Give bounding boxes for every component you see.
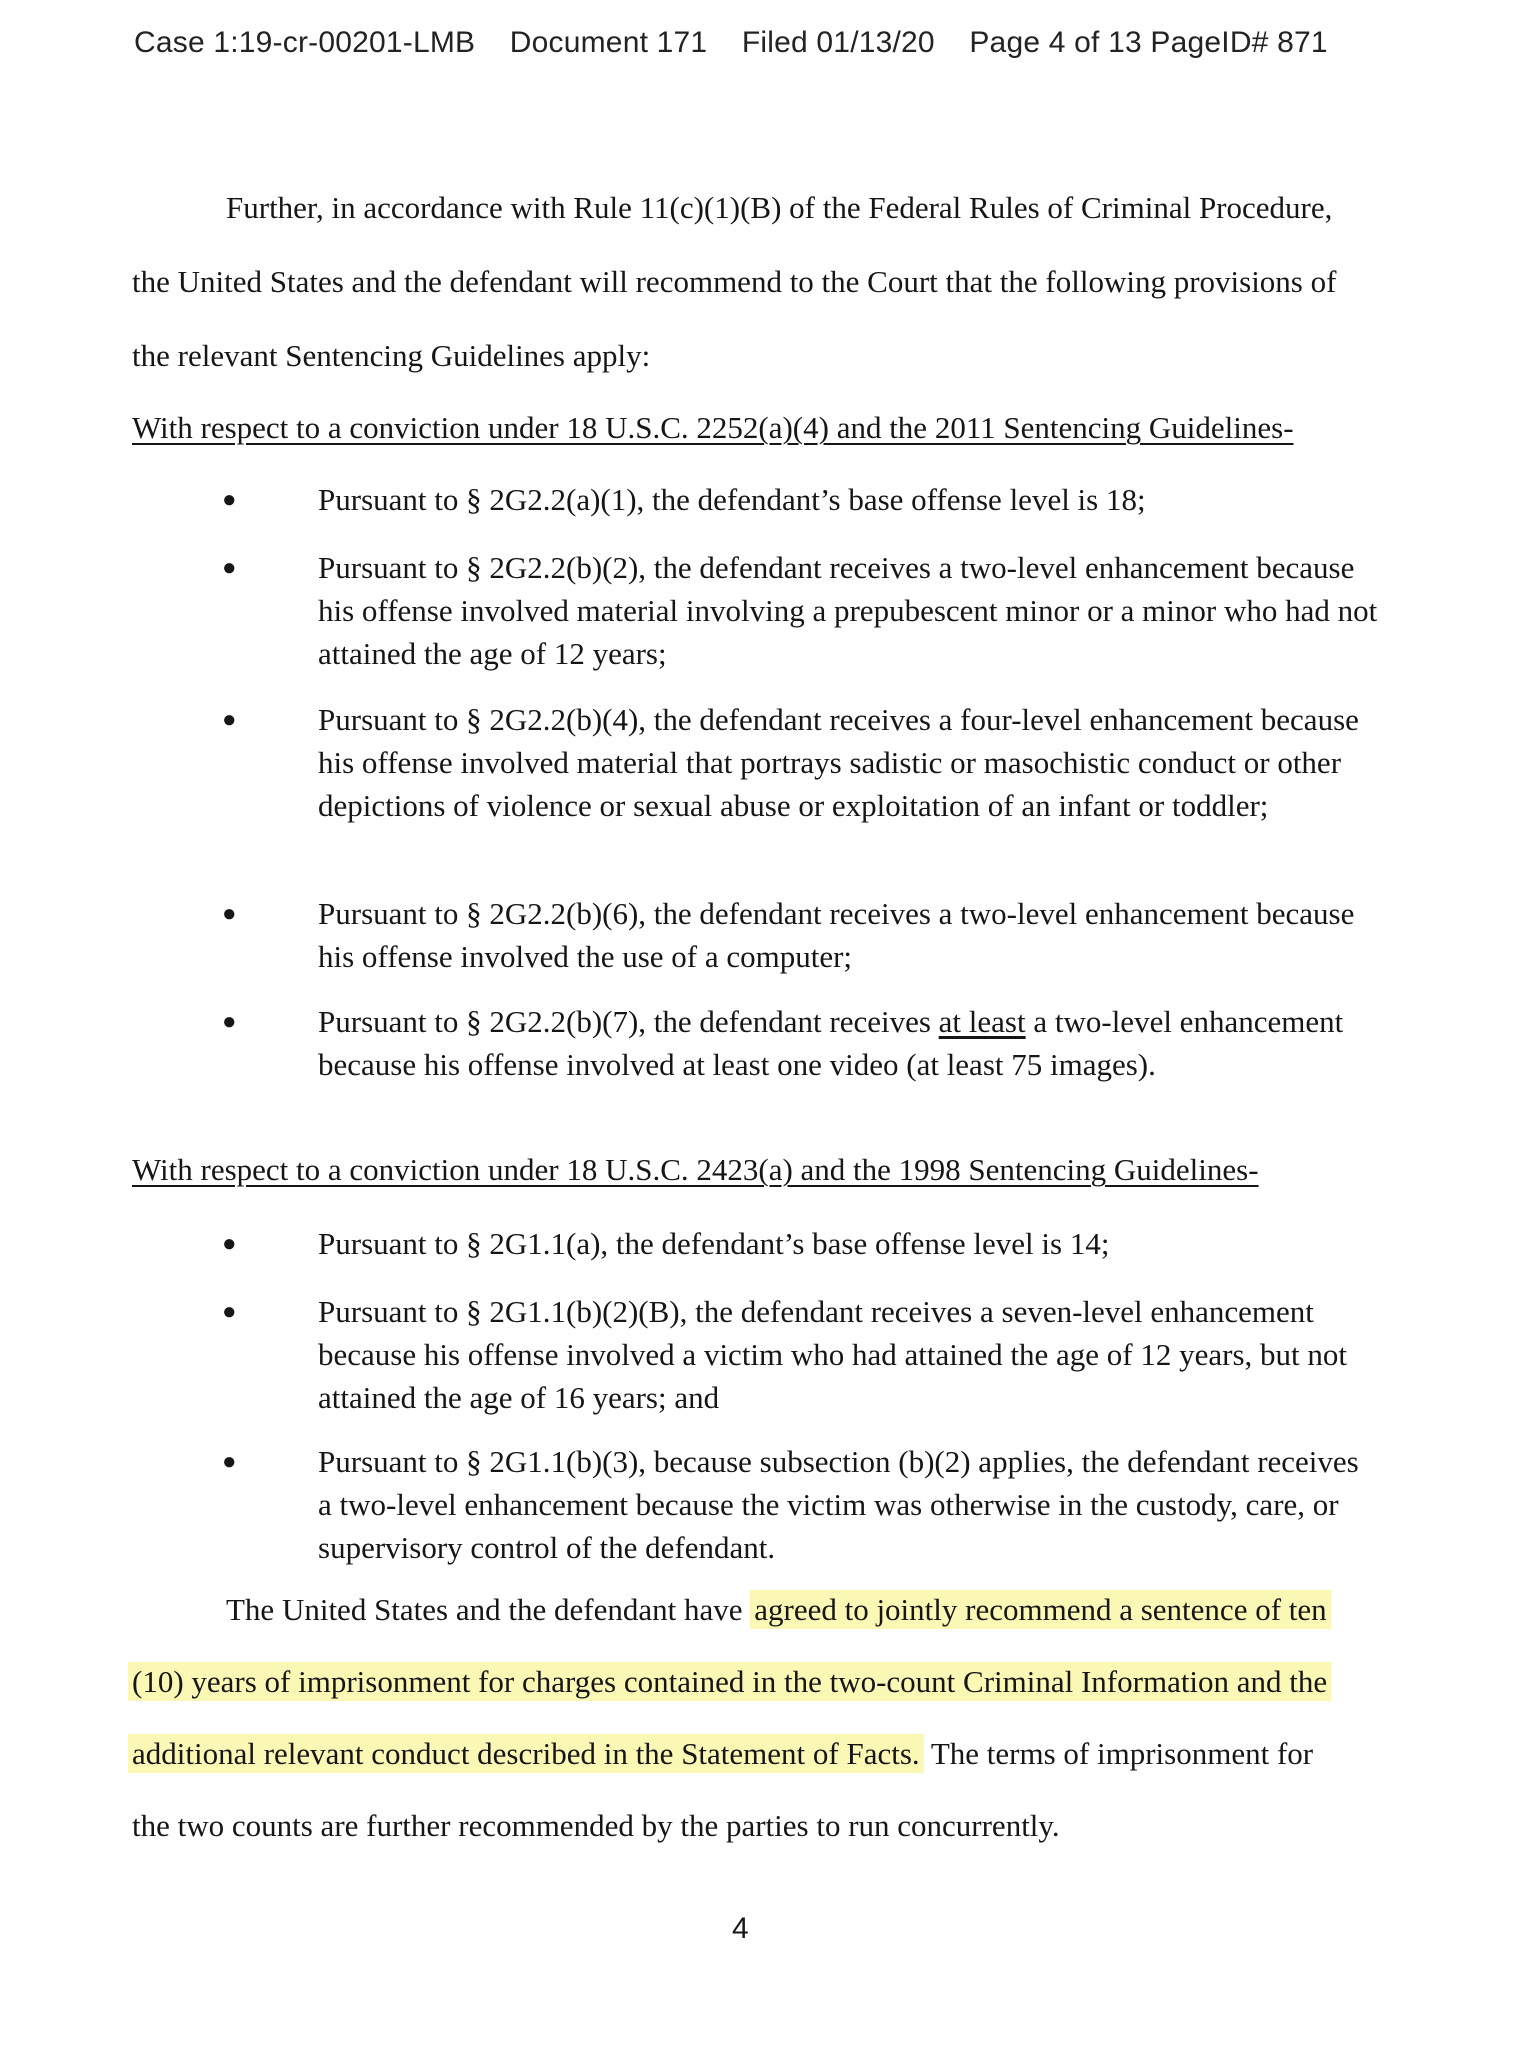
bullet-dot: ● <box>222 555 237 581</box>
underlined-phrase: at least <box>938 1004 1026 1039</box>
bullet-text: Pursuant to § 2G2.2(b)(2), the defendant receives a two-level enhancement because his offense involved material involving a prepubescent minor or a minor who had not attained the age of 12 years; <box>318 550 1378 671</box>
bullet-text-before: Pursuant to § 2G2.2(b)(7), the defendant receives <box>318 1004 939 1039</box>
bullet-text: Pursuant to § 2G1.1(b)(2)(B), the defendant receives a seven-level enhancement because his offense involved a victim who had attained the age of 12 years, but not attained the age of 16 years; and <box>318 1294 1348 1415</box>
bullet-dot: ● <box>222 707 237 733</box>
intro-line-2: the United States and the defendant will recommend to the Court that the following provisions of <box>132 264 1337 299</box>
highlighted-text: agreed to jointly recommend a sentence of ten <box>750 1590 1330 1629</box>
closing-line-3 <box>128 1736 1313 1772</box>
bullet-text: Pursuant to § 2G1.1(a), the defendant’s base offense level is 14; <box>318 1226 1110 1261</box>
bullet-dot: ● <box>222 1449 237 1475</box>
closing-line-1-plain: The United States and the defendant have <box>226 1592 751 1627</box>
section-heading-2252: With respect to a conviction under 18 U.S.C. 2252(a)(4) and the 2011 Sentencing Guidelines- <box>132 410 1294 445</box>
bullet-dot: ● <box>222 1231 237 1257</box>
bullet-dot: ● <box>222 1009 237 1035</box>
case-number: Case 1:19-cr-00201-LMB <box>134 26 476 59</box>
bullet-dot: ● <box>222 487 237 513</box>
filed-date: Filed 01/13/20 <box>741 26 935 59</box>
bullet-text: Pursuant to § 2G2.2(b)(6), the defendant receives a two-level enhancement because his offense involved the use of a computer; <box>318 896 1355 974</box>
bullet-text-after: a two-level enhancement because his offense involved at least one video (at least 75 images). <box>318 1004 1344 1082</box>
page-id: Page 4 of 13 PageID# 871 <box>969 26 1328 59</box>
bullet-text: Pursuant to § 2G2.2(b)(4), the defendant receives a four-level enhancement because his offense involved material that portrays sadistic or masochistic conduct or other depictions of violence or sexual abuse or exploitation of an infant or toddler; <box>318 702 1359 823</box>
bullet-dot: ● <box>222 1299 237 1325</box>
closing-line-4: the two counts are further recommended by the parties to run concurrently. <box>132 1808 1060 1843</box>
highlighted-text: (10) years of imprisonment for charges contained in the two-count Criminal Information and the <box>128 1662 1331 1701</box>
bullet-text <box>318 1000 1378 1086</box>
bullet-dot: ● <box>222 901 237 927</box>
closing-line-1 <box>226 1592 1331 1628</box>
bullet-text: Pursuant to § 2G2.2(a)(1), the defendant’s base offense level is 18; <box>318 482 1146 517</box>
section-heading-2423: With respect to a conviction under 18 U.S.C. 2423(a) and the 1998 Sentencing Guidelines- <box>132 1152 1259 1187</box>
intro-line-1: Further, in accordance with Rule 11(c)(1)(B) of the Federal Rules of Criminal Procedure, <box>226 190 1333 225</box>
closing-line-2 <box>128 1664 1331 1700</box>
closing-line-3-plain: The terms of imprisonment for <box>923 1736 1314 1771</box>
page-number: 4 <box>732 1912 749 1945</box>
intro-line-3: the relevant Sentencing Guidelines apply: <box>132 338 651 373</box>
filing-header <box>134 26 1354 60</box>
bullet-text: Pursuant to § 2G1.1(b)(3), because subsection (b)(2) applies, the defendant receives a two-level enhancement because the victim was otherwise in the custody, care, or supervisory control of the defendant. <box>318 1444 1359 1565</box>
document-number: Document 171 <box>509 26 708 59</box>
highlighted-text: additional relevant conduct described in the Statement of Facts. <box>128 1734 924 1773</box>
